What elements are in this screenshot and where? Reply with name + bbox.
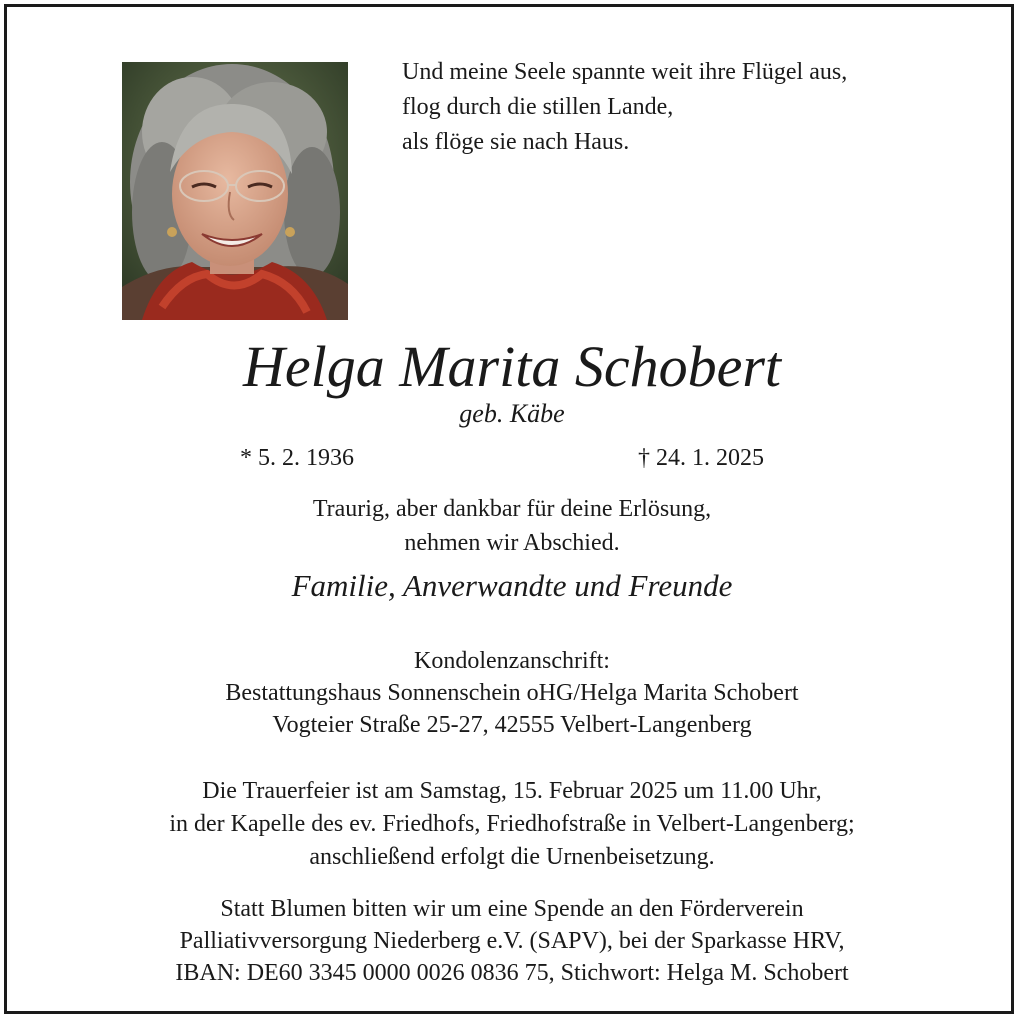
ceremony-line: Die Trauerfeier ist am Samstag, 15. Februar 2025 um 11.00 Uhr, <box>202 778 822 804</box>
birth-date: * 5. 2. 1936 <box>240 445 354 471</box>
portrait-photo <box>122 62 348 320</box>
poem-line: Und meine Seele spannte weit ihre Flügel aus, <box>402 59 848 85</box>
condolence-heading: Kondolenzanschrift: <box>414 648 610 674</box>
message-line: nehmen wir Abschied. <box>404 530 620 556</box>
ceremony-line: in der Kapelle des ev. Friedhofs, Friedhofstraße in Velbert-Langenberg; <box>169 811 855 837</box>
donation-line: Palliativversorgung Niederberg e.V. (SAPV), bei der Sparkasse HRV, <box>179 928 845 954</box>
condolence-address-line: Bestattungshaus Sonnenschein oHG/Helga Marita Schobert <box>225 680 799 706</box>
ceremony-line: anschließend erfolgt die Urnenbeisetzung. <box>309 844 715 870</box>
death-date: † 24. 1. 2025 <box>638 445 764 471</box>
poem-line: als flöge sie nach Haus. <box>402 129 630 155</box>
condolence-address-line: Vogteier Straße 25-27, 42555 Velbert-Langenberg <box>272 712 752 738</box>
poem <box>402 55 962 160</box>
message-line: Traurig, aber dankbar für deine Erlösung, <box>312 496 712 522</box>
deceased-name: Helga Marita Schobert <box>242 334 782 399</box>
donation-line: Statt Blumen bitten wir um eine Spende an den Förderverein <box>220 896 804 922</box>
mourners-signature: Familie, Anverwandte und Freunde <box>291 568 733 603</box>
poem-line: flog durch die stillen Lande, <box>402 94 674 120</box>
maiden-name: geb. Käbe <box>459 399 565 428</box>
donation-line: IBAN: DE60 3345 0000 0026 0836 75, Stichwort: Helga M. Schobert <box>175 960 849 986</box>
